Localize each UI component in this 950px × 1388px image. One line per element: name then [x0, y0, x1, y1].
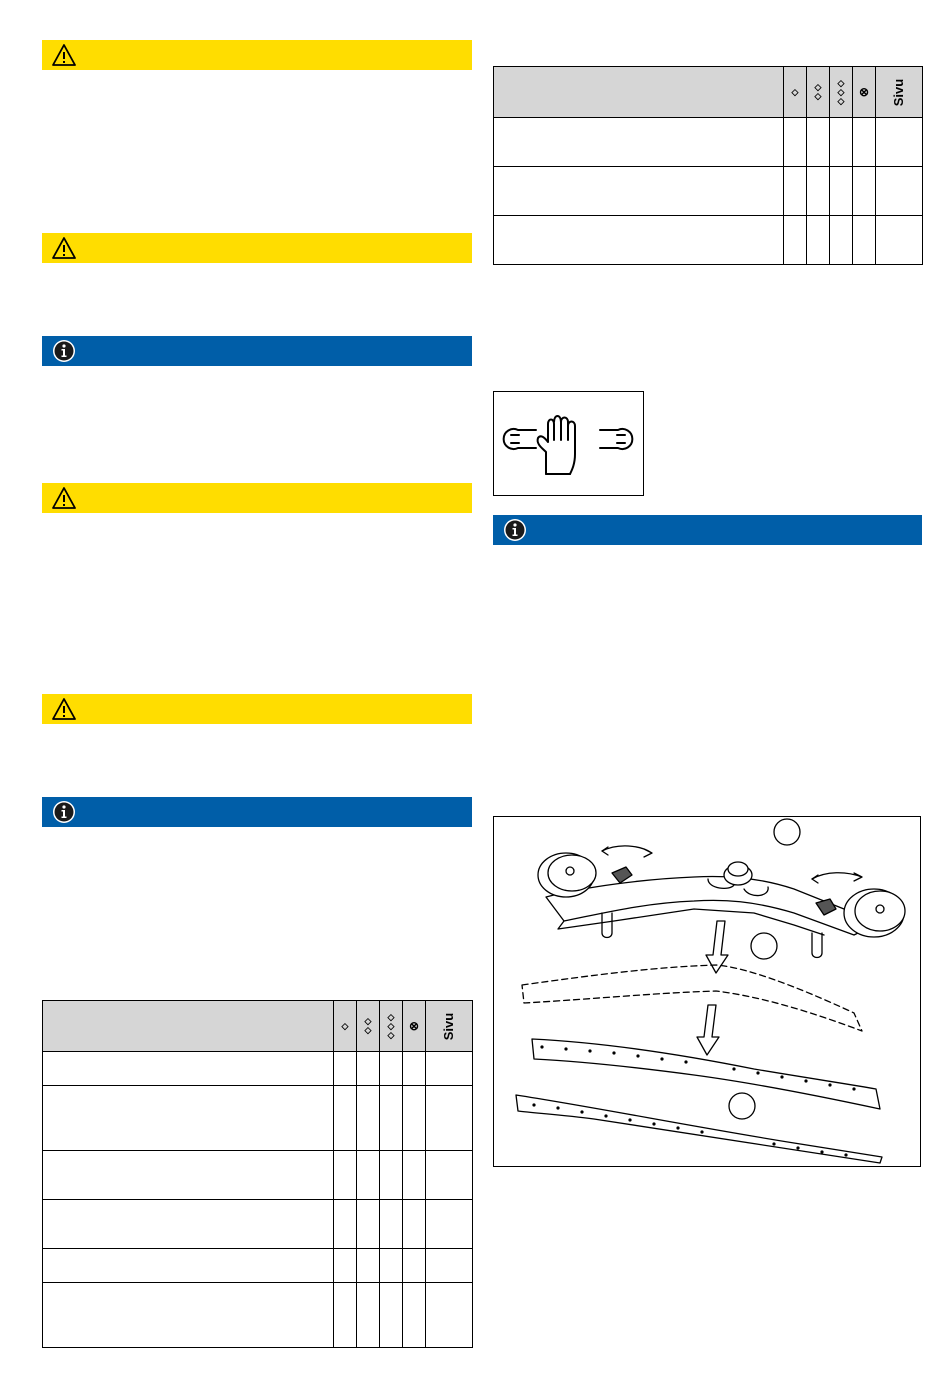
header-symbol-4: ⊗ — [403, 1001, 426, 1052]
squeegee-assembly-illustration — [494, 817, 920, 1166]
header-page: Sivu — [426, 1001, 473, 1052]
table-header-row — [494, 67, 923, 118]
info-icon — [52, 339, 76, 363]
table-row — [494, 167, 923, 216]
table-row — [43, 1283, 473, 1348]
callout-circle — [774, 819, 800, 845]
wrench-hand-pictogram — [493, 391, 644, 496]
warning-banner-4 — [42, 694, 472, 724]
squeegee-figure — [493, 816, 921, 1167]
wrench-hand-icon — [494, 392, 643, 495]
header-symbol-1: ◇ — [784, 67, 807, 118]
warning-triangle-icon — [52, 236, 76, 260]
table-row — [43, 1086, 473, 1151]
header-task — [43, 1001, 334, 1052]
table-row — [494, 118, 923, 167]
table-row — [43, 1052, 473, 1086]
warning-banner-2 — [42, 233, 472, 263]
warning-triangle-icon — [52, 486, 76, 510]
header-symbol-4: ⊗ — [853, 67, 876, 118]
warning-triangle-icon — [52, 697, 76, 721]
table-row — [43, 1249, 473, 1283]
callout-circle — [729, 1093, 755, 1119]
info-icon — [503, 518, 527, 542]
warning-banner-1 — [42, 40, 472, 70]
info-banner-1 — [42, 336, 472, 366]
header-page: Sivu — [876, 67, 923, 118]
warning-banner-3 — [42, 483, 472, 513]
table-row — [43, 1200, 473, 1249]
header-task — [494, 67, 784, 118]
info-banner-2 — [42, 797, 472, 827]
table-header-row — [43, 1001, 473, 1052]
maintenance-table-right — [493, 66, 923, 265]
maintenance-table-left — [42, 1000, 473, 1348]
header-symbol-2: ◇ ◇ — [807, 67, 830, 118]
header-symbol-3: ◇ ◇ ◇ — [380, 1001, 403, 1052]
table-row — [43, 1151, 473, 1200]
callout-circle — [751, 933, 777, 959]
header-symbol-3: ◇ ◇ ◇ — [830, 67, 853, 118]
info-banner-3 — [493, 515, 922, 545]
table-row — [494, 216, 923, 265]
header-symbol-2: ◇ ◇ — [357, 1001, 380, 1052]
info-icon — [52, 800, 76, 824]
warning-triangle-icon — [52, 43, 76, 67]
header-symbol-1: ◇ — [334, 1001, 357, 1052]
